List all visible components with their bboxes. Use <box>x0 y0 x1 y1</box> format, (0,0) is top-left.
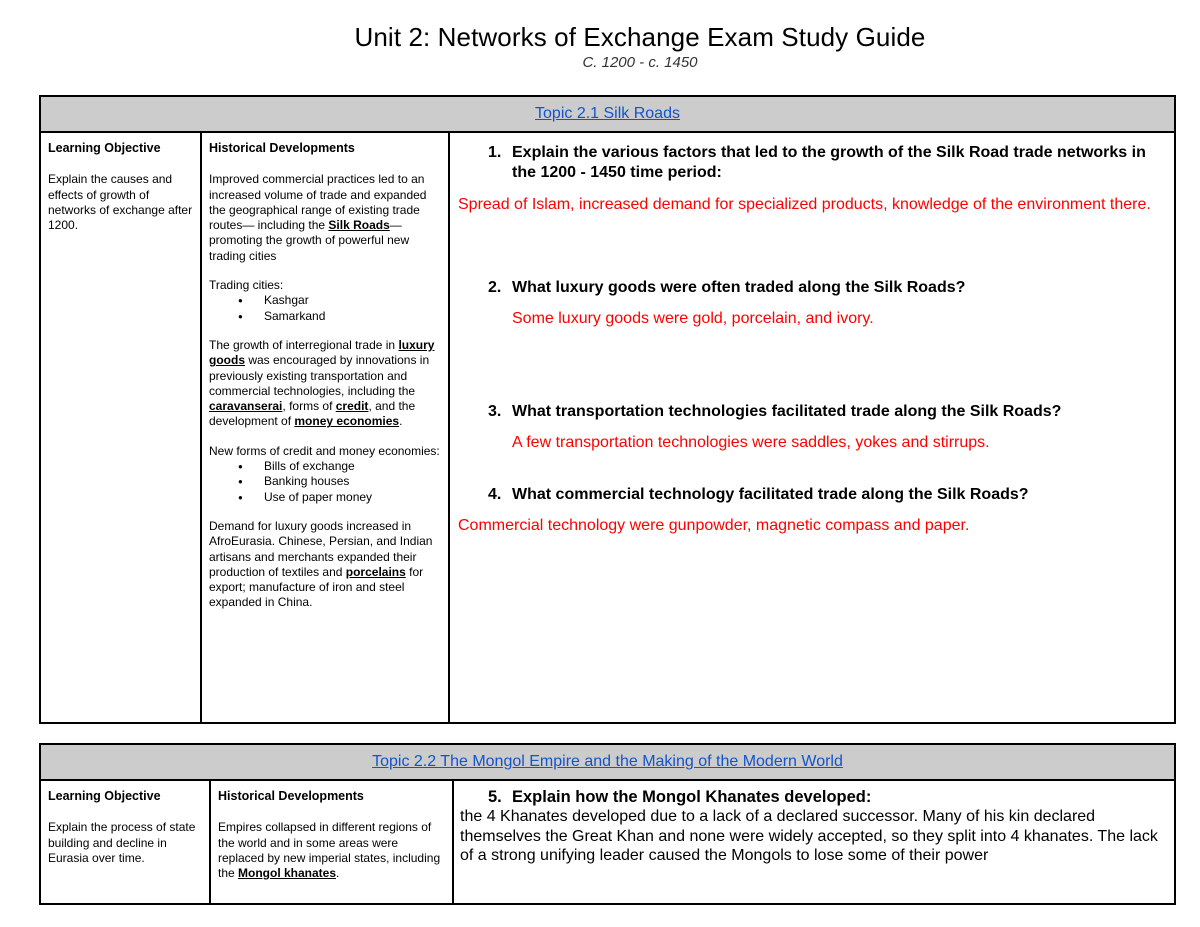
keyword-porcelains: porcelains <box>345 564 406 579</box>
question-2: 2. What luxury goods were often traded along the Silk Roads? <box>488 279 966 296</box>
list-item: ● Bills of exchange <box>264 459 441 474</box>
keyword-luxury-goods: luxury goods <box>209 337 435 368</box>
trading-cities-heading: Trading cities: <box>209 278 284 293</box>
page-subtitle: C. 1200 - c. 1450 <box>582 54 698 71</box>
development-paragraph: Empires collapsed in different regions of the world and in some areas were replaced by new imperial states, including the Mongol khanates. <box>218 820 441 881</box>
development-paragraph: The growth of interregional trade in luxury goods was encouraged by innovations in previously existing transportation and commercial technologies, including the caravanserai, forms of credit, and the development of money economies. <box>209 337 435 429</box>
question-1: 1. Explain the various factors that led to the growth of the Silk Road trade networks in the 1200 - 1450 time period: <box>488 144 1146 181</box>
learning-objective-cell <box>40 132 201 723</box>
learning-objective-text: Explain the causes and effects of growth of networks of exchange after 1200. <box>48 172 193 233</box>
answer-5: the 4 Khanates developed due to a lack of a declared successor. Many of his kin declared themselves the Great Khan and none were widely accepted, so they split into 4 khanates. The lack of a strong unifying leader caused the Mongols to lose some of their power <box>460 808 1158 864</box>
page-title: Unit 2: Networks of Exchange Exam Study Guide <box>354 22 926 52</box>
learning-objective-text: Explain the process of state building and decline in Eurasia over time. <box>48 820 196 865</box>
keyword-silk-roads: Silk Roads <box>328 218 390 233</box>
questions-cell <box>449 132 1175 723</box>
topic-2-2-table <box>39 743 1176 905</box>
topic-2-1-link[interactable]: Topic 2.1 Silk Roads <box>535 105 680 122</box>
answer-2: Some luxury goods were gold, porcelain, and ivory. <box>512 310 874 327</box>
list-item: ● Banking houses <box>264 474 441 489</box>
answer-4: Commercial technology were gunpowder, magnetic compass and paper. <box>458 517 970 534</box>
answer-3: A few transportation technologies were saddles, yokes and stirrups. <box>512 434 990 451</box>
questions-cell <box>453 780 1175 904</box>
historical-developments-heading: Historical Developments <box>209 141 355 155</box>
trading-cities-list <box>209 293 441 324</box>
historical-developments-heading: Historical Developments <box>218 789 364 803</box>
learning-objective-cell <box>40 780 210 904</box>
credit-list <box>209 459 441 505</box>
answer-1: Spread of Islam, increased demand for specialized products, knowledge of the environment there. <box>458 196 1151 213</box>
learning-objective-heading: Learning Objective <box>48 141 161 155</box>
keyword-credit: credit <box>335 399 369 414</box>
list-item: ● Samarkand <box>264 309 441 324</box>
learning-objective-heading: Learning Objective <box>48 789 161 803</box>
credit-heading: New forms of credit and money economies: <box>209 443 440 458</box>
list-item: ● Use of paper money <box>264 490 441 505</box>
question-4: 4. What commercial technology facilitated trade along the Silk Roads? <box>488 486 1029 503</box>
topic-header <box>40 744 1175 780</box>
development-paragraph: Improved commercial practices led to an increased volume of trade and expanded the geographical range of existing trade routes— including the Silk Roads—promoting the growth of powerful new trading cities <box>209 172 427 263</box>
topic-2-1-table <box>39 95 1176 724</box>
keyword-caravanserai: caravanserai <box>209 399 283 414</box>
list-item: ● Kashgar <box>264 293 441 308</box>
topic-2-2-link[interactable]: Topic 2.2 The Mongol Empire and the Making of the Modern World <box>372 753 843 770</box>
question-3: 3. What transportation technologies facilitated trade along the Silk Roads? <box>488 403 1062 420</box>
keyword-money-economies: money economies <box>294 414 400 429</box>
topic-header <box>40 96 1175 132</box>
development-paragraph: Demand for luxury goods increased in AfroEurasia. Chinese, Persian, and Indian artisans and merchants expanded their production of textiles and porcelains for export; manufacture of iron and steel expanded in China. <box>209 518 433 610</box>
historical-developments-cell <box>210 780 453 904</box>
historical-developments-cell <box>201 132 449 723</box>
keyword-mongol-khanates: Mongol khanates <box>238 866 337 881</box>
question-5: 5. Explain how the Mongol Khanates developed: <box>488 788 872 806</box>
